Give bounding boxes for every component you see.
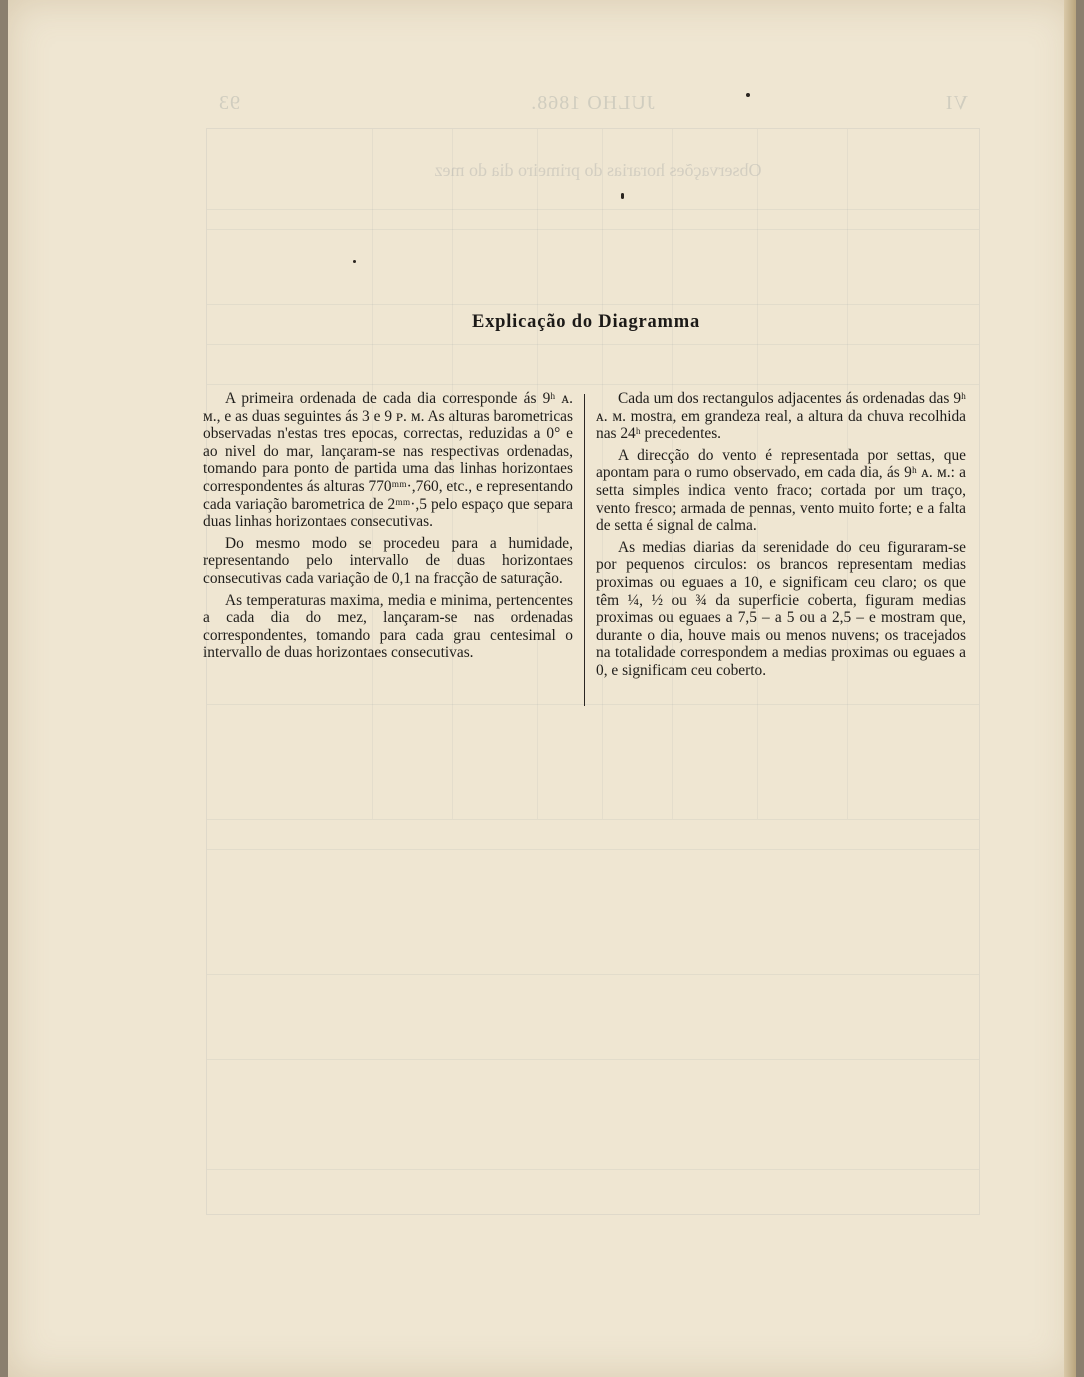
show-through-header: VI JULHO 1868. 93 xyxy=(218,92,968,114)
paper-speck xyxy=(746,93,750,97)
paragraph-sky: As medias diarias da serenidade do ceu figuraram-se por pequenos circulos: os brancos representam medias proximas ou eguaes a 10, e significam ceu claro; os que têm ¼, ½ ou ¾ da superficie coberta, figuram medias proximas ou eguaes a 7,5 – a 5 ou a 2,5 – e mostram que, durante o dia, houve mais ou menos nuvens; os tracejados na totalidade correspondem a medias proximas ou eguaes a 0, e significam ceu coberto. xyxy=(596,538,966,679)
show-through-caption: Observações horarias do primeiro dia do mez xyxy=(434,160,762,180)
paragraph-rain: Cada um dos rectangulos adjacentes ás ordenadas das 9ʰ ᴀ. ᴍ. mostra, em grandeza real, a altura da chuva recolhida nas 24ʰ precedentes. xyxy=(596,390,966,443)
paragraph-wind: A direcção do vento é representada por settas, que apontam para o rumo observado, em cada dia, ás 9ʰ ᴀ. ᴍ.: a setta simples indica vento fraco; cortada por um traço, vento fresco; armada de pennas, vento muito forte; e a falta de setta é signal de calma. xyxy=(596,446,966,535)
column-divider xyxy=(584,394,585,706)
paragraph-temperature: As temperaturas maxima, media e minima, pertencentes a cada dia do mez, lançaram-se nas ordenadas correspondentes, tomando para cada grau centesimal o intervallo de duas horizontaes consecutivas. xyxy=(203,591,573,662)
paragraph-humidity: Do mesmo modo se procedeu para a humidade, representando pelo intervallo de duas horizontaes consecutivas cada variação de 0,1 na fracção de saturação. xyxy=(203,534,573,587)
paragraph-barometer: A primeira ordenada de cada dia corresponde ás 9ʰ ᴀ. ᴍ., e as duas seguintes ás 3 e 9 ᴘ. ᴍ. As alturas barometricas observadas n'estas tres epocas, correctas, reduzidas a 0° e ao nivel do mar, lançaram-se nas respectivas ordenadas, tomando para ponto de partida uma das linhas horizontaes correspondentes ás alturas 770ᵐᵐ·,760, etc., e representando cada variação barometrica de 2ᵐᵐ·,5 pelo espaço que separa duas linhas horizontaes consecutivas. xyxy=(203,390,573,531)
paper-speck xyxy=(353,260,356,263)
left-column xyxy=(203,390,573,666)
page-title: Explicação do Diagramma xyxy=(471,312,701,332)
paper-speck xyxy=(621,193,624,199)
page-edge xyxy=(1064,0,1076,1377)
right-column xyxy=(596,390,966,684)
page xyxy=(8,0,1076,1377)
